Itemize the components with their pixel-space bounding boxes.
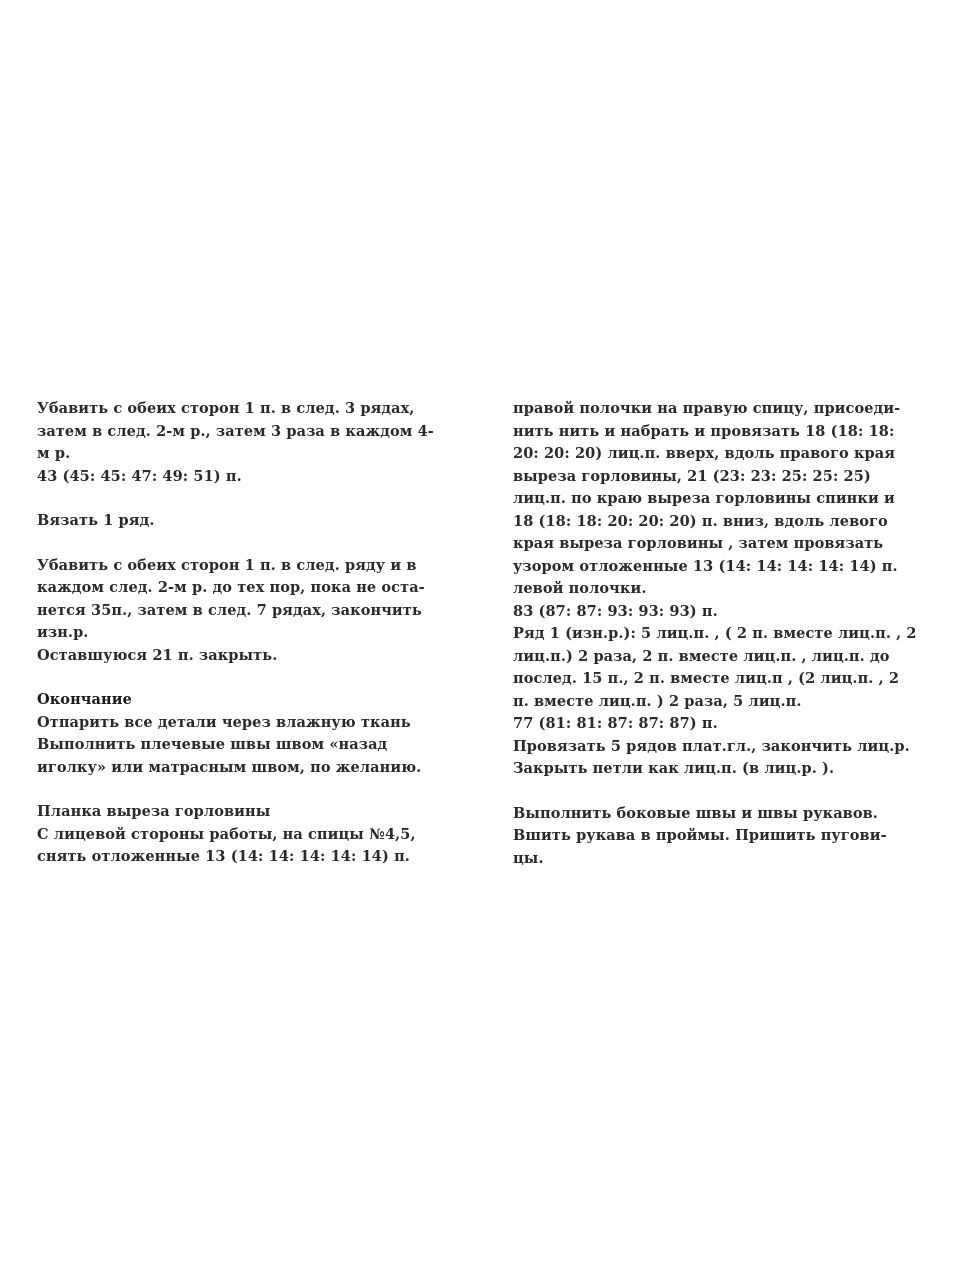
text-line: м р. <box>37 445 71 462</box>
text-line: Провязать 5 рядов плат.гл., закончить лиц.р. <box>513 737 910 755</box>
text-line: Закрыть петли как лиц.п. (в лиц.р. ). <box>513 760 835 777</box>
text-line: 18 (18: 18: 20: 20: 20) п. вниз, вдоль левого <box>513 512 888 530</box>
text-line: Выполнить боковые швы и швы рукавов. <box>513 804 878 822</box>
left-paragraph-2 <box>37 510 455 533</box>
text-line: С лицевой стороны работы, на спицы №4,5, <box>37 825 416 843</box>
text-line: Убавить с обеих сторон 1 п. в след. 3 рядах, <box>37 400 415 417</box>
text-line: Планка выреза горловины <box>37 803 271 820</box>
left-paragraph-3 <box>37 555 455 668</box>
text-line: Отпарить все детали через влажную ткань <box>37 713 411 731</box>
text-line: 83 (87: 87: 93: 93: 93) п. <box>513 602 718 620</box>
text-line: 77 (81: 81: 87: 87: 87) п. <box>513 715 718 732</box>
left-paragraph-5 <box>37 801 455 869</box>
text-line: левой полочки. <box>513 580 647 597</box>
text-line: каждом след. 2-м р. до тех пор, пока не оста- <box>37 579 425 596</box>
text-line: 43 (45: 45: 47: 49: 51) п. <box>37 467 242 485</box>
text-line: нется 35п., затем в след. 7 рядах, закончить <box>37 601 422 619</box>
finishing-section <box>37 689 455 779</box>
text-line: Ряд 1 (изн.р.): 5 лиц.п. , ( 2 п. вместе лиц.п. , 2 <box>513 625 917 642</box>
text-line: лиц.п.) 2 раза, 2 п. вместе лиц.п. , лиц.п. до <box>513 647 890 665</box>
text-line: снять отложенные 13 (14: 14: 14: 14: 14) п. <box>37 848 410 865</box>
text-line: цы. <box>513 849 544 867</box>
right-column <box>513 398 931 892</box>
left-paragraph-1 <box>37 398 455 488</box>
text-line: иголку» или матрасным швом, по желанию. <box>37 758 422 776</box>
right-paragraph-2 <box>513 803 931 871</box>
right-paragraph-1 <box>513 398 931 781</box>
text-line: узором отложенные 13 (14: 14: 14: 14: 14) п. <box>513 557 898 575</box>
text-line: затем в след. 2-м р., затем 3 раза в каждом 4- <box>37 422 434 440</box>
text-line: Убавить с обеих сторон 1 п. в след. ряду и в <box>37 556 417 574</box>
text-line: Выполнить плечевые швы швом «назад <box>37 736 388 753</box>
text-line: Оставшуюся 21 п. закрыть. <box>37 646 278 664</box>
finishing-heading: Окончание <box>37 691 132 708</box>
text-line: послед. 15 п., 2 п. вместе лиц.п , (2 лиц.п. , 2 <box>513 670 900 687</box>
text-line: правой полочки на правую спицу, присоеди- <box>513 400 901 417</box>
text-line: 20: 20: 20) лиц.п. вверх, вдоль правого края <box>513 445 896 462</box>
text-line: края выреза горловины , затем провязать <box>513 535 884 552</box>
text-line: Вшить рукава в проймы. Пришить пугови- <box>513 827 887 844</box>
text-line: лиц.п. по краю выреза горловины спинки и <box>513 490 895 507</box>
text-line: изн.р. <box>37 624 89 641</box>
text-line: п. вместе лиц.п. ) 2 раза, 5 лиц.п. <box>513 692 802 710</box>
left-column <box>37 398 455 891</box>
text-line: Вязать 1 ряд. <box>37 512 155 529</box>
text-line: нить нить и набрать и провязать 18 (18: 18: <box>513 422 895 440</box>
text-line: выреза горловины, 21 (23: 23: 25: 25: 25) <box>513 467 871 485</box>
